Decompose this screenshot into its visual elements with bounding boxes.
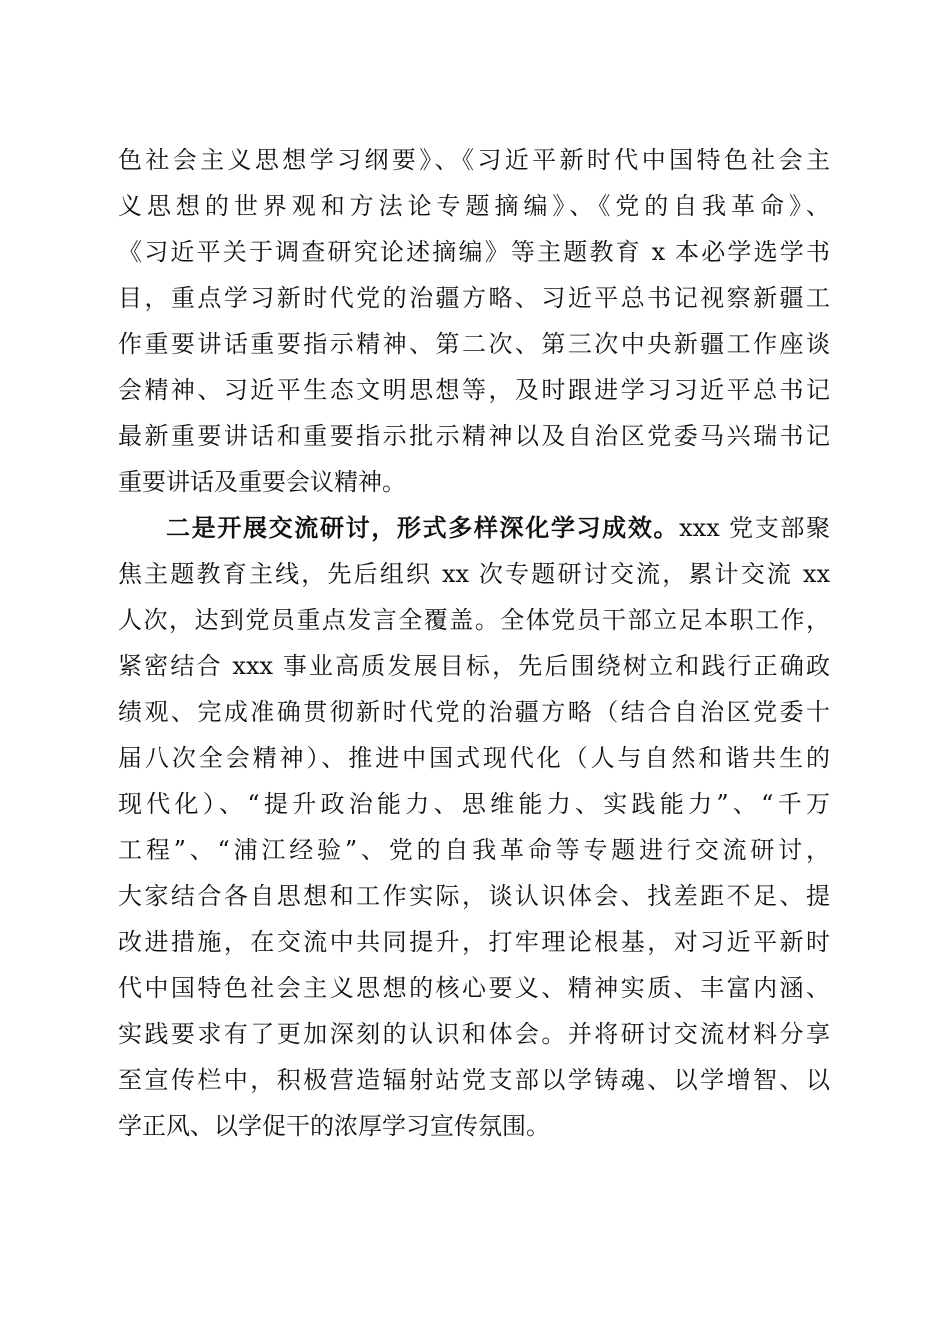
paragraph2-line-9: 大家结合各自思想和工作实际，谈认识体会、找差距不足、提 xyxy=(118,882,830,910)
paragraph2-line-5: 绩观、完成准确贯彻新时代党的治疆方略（结合自治区党委十 xyxy=(118,698,830,726)
paragraph2-line-8: 工程”、“浦江经验”、党的自我革命等专题进行交流研讨， xyxy=(118,836,830,864)
paragraph2-line-11: 代中国特色社会主义思想的核心要义、精神实质、丰富内涵、 xyxy=(118,974,830,1002)
paragraph2-line-14: 学正风、以学促干的浓厚学习宣传氛围。 xyxy=(118,1112,550,1140)
paragraph2-line-10: 改进措施，在交流中共同提升，打牢理论根基，对习近平新时 xyxy=(118,928,830,956)
paragraph2-line-1 xyxy=(166,505,830,551)
paragraph2-heading: 二是开展交流研讨，形式多样深化学习成效。 xyxy=(166,513,680,542)
paragraph1-line-4: 目，重点学习新时代党的治疆方略、习近平总书记视察新疆工 xyxy=(118,284,830,312)
paragraph1-line-5: 作重要讲话重要指示精神、第二次、第三次中央新疆工作座谈 xyxy=(118,330,830,358)
paragraph1-line-2: 义思想的世界观和方法论专题摘编》、《党的自我革命》、 xyxy=(118,192,830,220)
paragraph1-line-1: 色社会主义思想学习纲要》、《习近平新时代中国特色社会主 xyxy=(118,146,830,174)
paragraph2-line-12: 实践要求有了更加深刻的认识和体会。并将研讨交流材料分享 xyxy=(118,1020,830,1048)
paragraph2-line-4: 紧密结合 xxx 事业高质发展目标，先后围绕树立和践行正确政 xyxy=(118,652,830,680)
paragraph2-line-6: 届八次全会精神）、推进中国式现代化（人与自然和谐共生的 xyxy=(118,744,830,772)
paragraph1-line-6: 会精神、习近平生态文明思想等，及时跟进学习习近平总书记 xyxy=(118,376,830,404)
paragraph1-line-8: 重要讲话及重要会议精神。 xyxy=(118,468,406,496)
paragraph2-line-2: 焦主题教育主线，先后组织 xx 次专题研讨交流，累计交流 xx xyxy=(118,560,830,588)
paragraph1-line-3: 《习近平关于调查研究论述摘编》等主题教育 x 本必学选学书 xyxy=(118,238,830,266)
paragraph2-line-1-rest: xxx 党支部聚 xyxy=(679,514,831,542)
paragraph2-line-13: 至宣传栏中，积极营造辐射站党支部以学铸魂、以学增智、以 xyxy=(118,1066,830,1094)
paragraph2-line-3: 人次，达到党员重点发言全覆盖。全体党员干部立足本职工作， xyxy=(118,606,830,634)
paragraph2-line-7: 现代化）、“提升政治能力、思维能力、实践能力”、“千万 xyxy=(118,790,830,818)
paragraph1-line-7: 最新重要讲话和重要指示批示精神以及自治区党委马兴瑞书记 xyxy=(118,422,830,450)
